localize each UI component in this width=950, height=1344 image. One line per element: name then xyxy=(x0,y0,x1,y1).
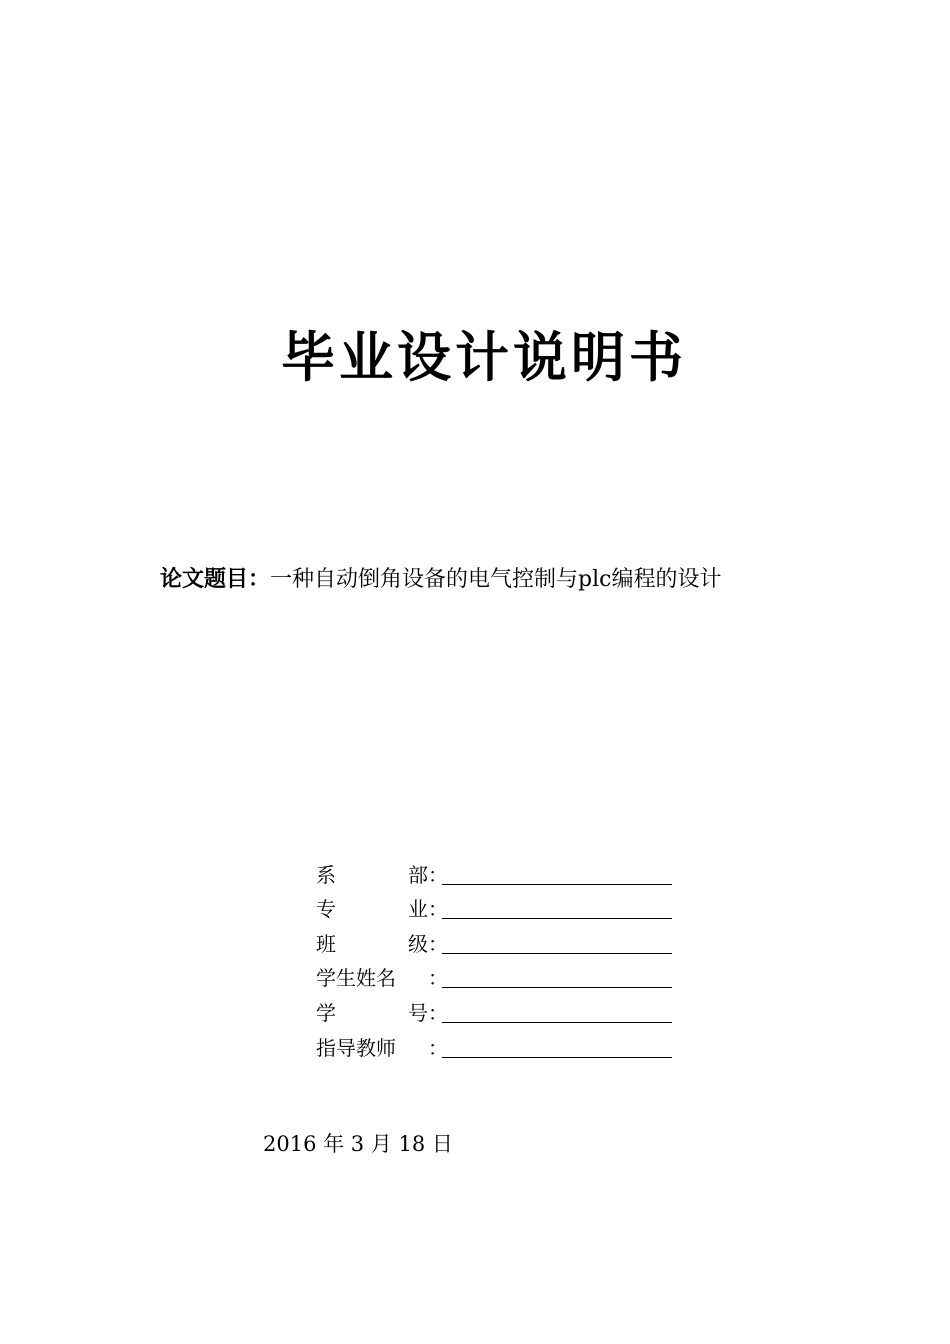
student-info-fields xyxy=(316,853,672,1061)
field-colon: ： xyxy=(428,862,448,887)
field-colon: ： xyxy=(428,966,448,991)
submission-date: 2016 年 3 月 18 日 xyxy=(263,1132,453,1156)
field-blank-line[interactable] xyxy=(442,1000,672,1023)
field-colon: ： xyxy=(428,931,448,956)
document-title: 毕业设计说明书 xyxy=(281,326,687,389)
field-advisor xyxy=(316,1026,672,1061)
field-major xyxy=(316,888,672,923)
field-label: 系 部 xyxy=(316,862,428,887)
field-label: 专 业 xyxy=(316,897,428,922)
thesis-topic xyxy=(160,562,721,598)
thesis-topic-value: 一种自动倒角设备的电气控制与plc编程的设计 xyxy=(270,567,722,592)
field-colon: ： xyxy=(428,897,448,922)
field-colon: ： xyxy=(428,1035,448,1060)
field-student-id xyxy=(316,991,672,1026)
field-department xyxy=(316,853,672,888)
field-blank-line[interactable] xyxy=(442,931,672,954)
field-blank-line[interactable] xyxy=(442,965,672,988)
field-label: 学 号 xyxy=(316,1000,428,1025)
field-blank-line[interactable] xyxy=(442,896,672,919)
field-label: 指导教师 xyxy=(316,1035,396,1060)
field-blank-line[interactable] xyxy=(442,1035,672,1058)
field-label: 学生姓名 xyxy=(316,966,396,991)
field-label: 班 级 xyxy=(316,931,428,956)
field-student-name xyxy=(316,957,672,992)
field-class xyxy=(316,922,672,957)
field-blank-line[interactable] xyxy=(442,862,672,885)
field-colon: ： xyxy=(428,1000,448,1025)
thesis-topic-label: 论文题目： xyxy=(160,567,271,592)
